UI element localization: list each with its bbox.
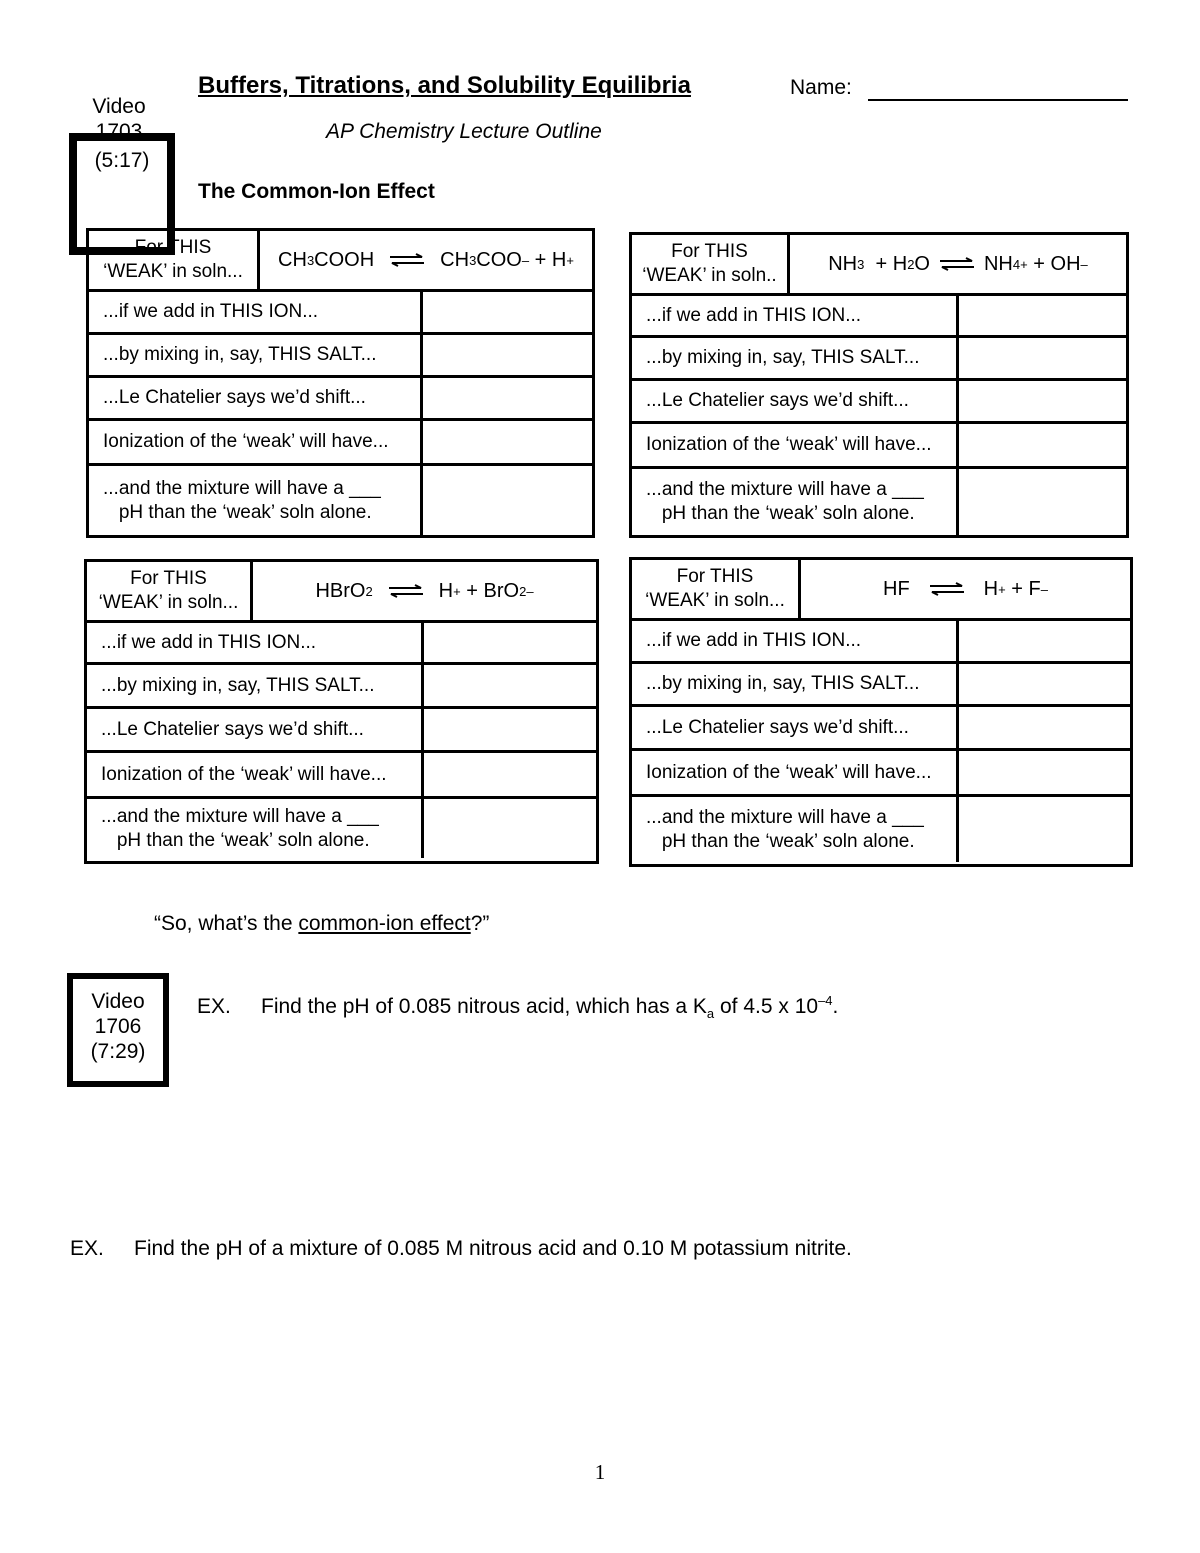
page-number: 1	[594, 1460, 606, 1484]
answer-cell[interactable]	[423, 292, 592, 332]
equilibrium-equation: NH 3 + H 2 O NH 4 + + OH –	[828, 252, 1088, 275]
answer-cell[interactable]	[959, 338, 1126, 378]
answer-cell[interactable]	[424, 665, 596, 706]
table-row: ...Le Chatelier says we’d shift...	[87, 709, 596, 753]
page-title: Buffers, Titrations, and Solubility Equilibria	[198, 72, 691, 99]
video-word: Video	[91, 990, 145, 1013]
table-row: ...if we add in THIS ION...	[89, 292, 592, 335]
answer-cell[interactable]	[423, 466, 592, 535]
example-label: EX.	[70, 1237, 104, 1260]
section-heading: The Common-Ion Effect	[198, 180, 435, 203]
table-header	[632, 235, 1126, 296]
example-label: EX.	[197, 995, 231, 1018]
table-row: ...if we add in THIS ION...	[632, 296, 1126, 338]
video-word: Video	[92, 95, 146, 118]
video-number: 1706	[94, 1015, 142, 1038]
answer-cell[interactable]	[424, 753, 596, 796]
common-ion-question: “So, what’s the common-ion effect?”	[154, 912, 490, 935]
equilibrium-equation: CH 3 COOH CH 3 COO – + H +	[278, 248, 574, 271]
table-header	[632, 560, 1130, 621]
answer-cell[interactable]	[424, 799, 596, 858]
answer-cell[interactable]	[424, 623, 596, 662]
equilibrium-arrows-icon	[928, 582, 966, 596]
answer-cell[interactable]	[959, 751, 1130, 794]
answer-cell[interactable]	[959, 621, 1130, 661]
video-number: 1703	[95, 120, 143, 143]
table-row: Ionization of the ‘weak’ will have...	[89, 421, 592, 466]
table-row: ...and the mixture will have a ___ pH than the ‘weak’ soln alone.	[89, 466, 592, 535]
answer-cell[interactable]	[959, 296, 1126, 335]
page-subtitle: AP Chemistry Lecture Outline	[326, 120, 602, 143]
table-row: Ionization of the ‘weak’ will have...	[632, 424, 1126, 469]
weak-label: For THIS ‘WEAK’ in soln...	[87, 562, 253, 620]
equilibrium-equation: HBrO 2 H + + BrO 2 –	[315, 579, 534, 602]
equilibrium-arrows-icon	[387, 584, 425, 598]
example-1: EX. Find the pH of 0.085 nitrous acid, which has a $K_a$ of 4.5 x $10^{-4}$.	[197, 993, 839, 1022]
weak-label: For THIS ‘WEAK’ in soln..	[632, 235, 790, 293]
table-row: ...by mixing in, say, THIS SALT...	[89, 335, 592, 378]
table-row: ...if we add in THIS ION...	[87, 623, 596, 665]
answer-cell[interactable]	[423, 335, 592, 375]
answer-cell[interactable]	[959, 381, 1126, 421]
table-row: ...Le Chatelier says we’d shift...	[632, 381, 1126, 424]
weak-label: For THIS ‘WEAK’ in soln...	[89, 231, 260, 289]
table-row: ...by mixing in, say, THIS SALT...	[632, 664, 1130, 707]
name-label: Name:	[790, 76, 852, 99]
table-row: ...and the mixture will have a ___ pH than the ‘weak’ soln alone.	[632, 469, 1126, 535]
name-blank-line[interactable]	[868, 99, 1128, 101]
example-2: EX. Find the pH of a mixture of 0.085 M nitrous acid and 0.10 M potassium nitrite.	[70, 1237, 852, 1260]
table-row: ...by mixing in, say, THIS SALT...	[632, 338, 1126, 381]
answer-cell[interactable]	[959, 424, 1126, 466]
equilibrium-arrows-icon	[938, 257, 976, 271]
table-row: ...if we add in THIS ION...	[632, 621, 1130, 664]
table-row: ...Le Chatelier says we’d shift...	[89, 378, 592, 421]
table-row: ...and the mixture will have a ___ pH than the ‘weak’ soln alone.	[87, 799, 596, 858]
table-row: ...and the mixture will have a ___ pH than the ‘weak’ soln alone.	[632, 797, 1130, 862]
video-1706-box	[67, 973, 169, 1087]
answer-cell[interactable]	[424, 709, 596, 750]
common-ion-table-ammonia	[629, 232, 1129, 538]
answer-cell[interactable]	[959, 707, 1130, 748]
common-ion-table-acetic	[86, 228, 595, 538]
equilibrium-arrows-icon	[388, 253, 426, 267]
answer-cell[interactable]	[959, 469, 1126, 535]
common-ion-table-hf	[629, 557, 1133, 867]
equilibrium-equation: HF H + + F –	[883, 577, 1048, 600]
video-time: (7:29)	[90, 1040, 146, 1063]
answer-cell[interactable]	[959, 797, 1130, 862]
common-ion-table-hbro2	[84, 559, 599, 864]
video-time: (5:17)	[94, 149, 150, 172]
answer-cell[interactable]	[423, 378, 592, 418]
table-row: Ionization of the ‘weak’ will have...	[632, 751, 1130, 797]
table-row: ...Le Chatelier says we’d shift...	[632, 707, 1130, 751]
table-header	[87, 562, 596, 623]
table-row: ...by mixing in, say, THIS SALT...	[87, 665, 596, 709]
answer-cell[interactable]	[959, 664, 1130, 704]
answer-cell[interactable]	[423, 421, 592, 463]
weak-label: For THIS ‘WEAK’ in soln...	[632, 560, 801, 618]
table-row: Ionization of the ‘weak’ will have...	[87, 753, 596, 799]
